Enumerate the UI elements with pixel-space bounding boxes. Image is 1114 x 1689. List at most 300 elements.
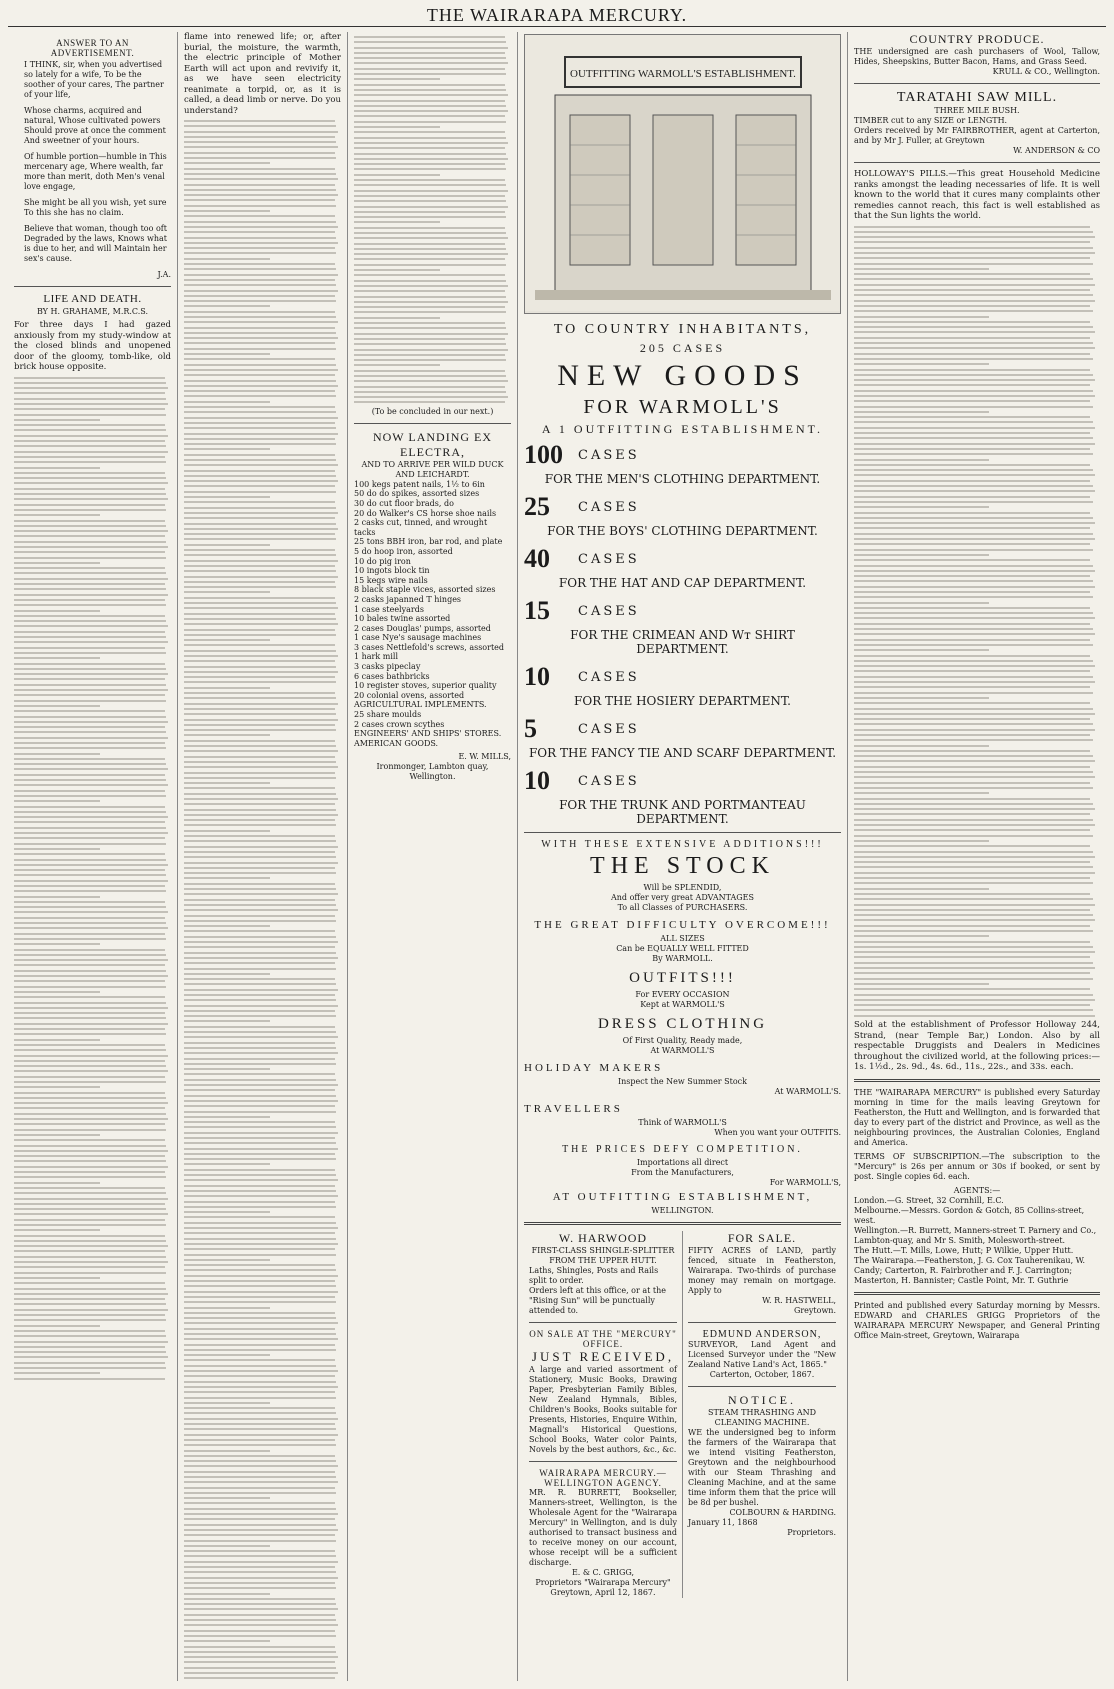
text-line-filler [184,1095,336,1097]
text-line-filler [854,956,1090,958]
hardware-ad-sub: AND TO ARRIVE PER WILD DUCK AND LEICHARDT. [361,459,504,479]
text-line-filler [854,485,1093,487]
text-line-filler [184,576,338,578]
text-line-filler [854,617,1095,619]
text-line-filler [354,174,440,176]
text-line-filler [184,766,338,768]
text-line-filler [184,279,335,281]
text-line-filler [854,374,1093,376]
text-line-filler [14,488,165,490]
text-line-filler [354,62,508,64]
text-line-filler [14,652,166,654]
text-line-filler [854,443,1095,445]
text-line-filler [14,1070,168,1072]
text-line-filler [184,1248,335,1250]
text-line-filler [14,1039,100,1041]
text-line-filler [14,514,100,516]
text-line-filler [354,285,508,287]
text-line-filler [184,1471,335,1473]
text-line-filler [854,300,1095,302]
text-line-filler [184,1137,335,1139]
text-line-filler [184,1492,336,1494]
department-cases-label: CASES [578,603,640,619]
department-cases-label: CASES [578,551,640,567]
hardware-item: 1 hark mill [354,652,399,662]
text-line-filler [184,761,336,763]
text-line-filler [184,1381,336,1383]
text-line-filler [184,485,335,487]
text-line-filler [184,512,338,514]
text-line-filler [854,866,1093,868]
text-line-filler [14,753,100,755]
produce-title: COUNTRY PRODUCE. [909,32,1045,46]
notice-heading: NOTICE. [728,1393,796,1407]
text-line-filler [184,1577,338,1579]
text-line-filler [14,668,166,670]
divider [854,1292,1100,1295]
text-line-filler [854,994,1093,996]
text-line-filler [854,665,1095,667]
text-line-filler [184,517,335,519]
text-line-filler [354,333,508,335]
hardware-item: 2 casks japanned T hinges [354,594,462,604]
text-line-filler [14,970,166,972]
prices-line: For WARMOLL'S, [769,1178,841,1187]
text-line-filler [184,734,270,736]
text-line-filler [354,105,506,107]
text-line-filler [14,1097,166,1099]
text-line-filler [354,184,506,186]
divider [524,832,841,833]
text-line-filler [854,1015,1095,1017]
text-line-filler [184,1651,336,1653]
mill-signature: W. ANDERSON & CO [1013,146,1100,155]
text-line-filler [354,168,506,170]
text-line-filler [14,387,168,389]
text-line-filler [854,972,1090,974]
text-line-filler [854,586,1095,588]
text-line-filler [14,811,166,813]
text-line-filler [854,660,1093,662]
text-line-filler [184,1089,335,1091]
text-line-filler [854,326,1093,328]
text-line-filler [854,554,989,556]
text-line-filler [14,1081,166,1083]
text-line-filler [184,1015,336,1017]
text-line-filler [14,1092,165,1094]
hardware-item: 6 cases bathbricks [354,671,430,681]
text-line-filler [14,991,100,993]
text-line-filler [354,47,508,49]
text-line-filler [14,429,166,431]
text-line-filler [854,453,1093,455]
text-line-filler [184,883,335,885]
text-line-filler [184,1227,338,1229]
text-line-filler [184,745,336,747]
text-line-filler [14,572,166,574]
text-line-filler [854,342,1093,344]
text-line-filler [14,1356,168,1358]
text-line-filler [184,1280,335,1282]
text-line-filler [14,917,165,919]
text-line-filler [184,125,336,127]
text-line-filler [854,358,1093,360]
text-line-filler [14,848,100,850]
text-line-filler [14,567,165,569]
notice-date: January 11, 1868 [688,1518,758,1527]
text-line-filler [184,523,336,525]
text-line-filler [854,692,1093,694]
headline-establishment: A 1 OUTFITTING ESTABLISHMENT. [541,422,824,436]
text-line-filler [354,396,508,398]
text-line-filler [14,482,168,484]
text-line-filler [14,604,166,606]
text-line-filler [184,570,336,572]
divider [854,1079,1100,1082]
text-line-filler [14,1203,165,1205]
department-case-count: 15 [524,596,550,625]
text-line-filler [184,168,335,170]
text-line-filler [14,922,166,924]
text-line-filler [854,745,989,747]
text-line-filler [184,713,336,715]
text-line-filler [854,967,1095,969]
text-line-filler [854,782,1090,784]
text-line-filler [354,258,505,260]
headline-warmolls: FOR WARMOLL'S [583,396,782,418]
text-line-filler [184,252,336,254]
text-line-filler [354,206,508,208]
just-received: JUST RECEIVED, [531,1349,675,1364]
text-line-filler [14,890,166,892]
text-line-filler [184,1508,336,1510]
hardware-item: AGRICULTURAL IMPLEMENTS. [354,700,487,710]
text-line-filler [184,358,335,360]
department-name: FOR THE MEN'S CLOTHING DEPARTMENT. [544,472,821,486]
text-line-filler [184,687,270,689]
text-line-filler [354,89,506,91]
storefront-sign: OUTFITTING WARMOLL'S ESTABLISHMENT. [570,68,796,80]
text-line-filler [354,78,440,80]
text-line-filler [14,827,166,829]
text-line-filler [184,305,270,307]
poem-stanza: Of humble portion—humble in This mercenary age, Where wealth, far more than merit, doth Men's venal love engage, [24,152,167,191]
text-line-filler [184,475,336,477]
text-line-filler [854,856,1095,858]
footer-establishment: AT OUTFITTING ESTABLISHMENT, [552,1191,813,1203]
text-line-filler [184,184,335,186]
text-line-filler [184,1190,336,1192]
text-line-filler [184,1073,335,1075]
text-line-filler [184,194,338,196]
text-line-filler [854,633,1095,635]
hardware-item: 1 case Nye's sausage machines [354,633,482,643]
text-line-filler [184,1142,336,1144]
text-line-filler [14,1314,165,1316]
text-line-filler [854,697,989,699]
text-line-filler [14,996,165,998]
text-line-filler [184,1444,336,1446]
text-line-filler [184,1614,335,1616]
text-line-filler [14,1113,166,1115]
text-line-filler [184,1036,338,1038]
mill-sub: THREE MILE BUSH. [934,106,1020,115]
text-line-filler [854,411,989,413]
text-line-filler [354,227,505,229]
text-line-filler [184,321,338,323]
text-line-filler [184,623,338,625]
text-line-filler [184,178,338,180]
text-line-filler [184,1312,335,1314]
text-line-filler [854,798,1090,800]
hardware-item: 20 do Walker's CS horse shoe nails [354,508,497,518]
text-line-filler [354,211,505,213]
text-line-filler [14,1303,166,1305]
text-line-filler [184,867,335,869]
text-line-filler [184,1375,335,1377]
text-line-filler [14,678,165,680]
hardware-ad-footer: Ironmonger, Lambton quay, Wellington. [376,762,489,782]
for-sale-text: FIFTY ACRES of LAND, partly fenced, situate in Featherston, Wairarapa. Two-thirds of purchase money may remain on mortgage. Apply to [688,1246,836,1295]
text-line-filler [184,300,336,302]
text-line-filler [14,1076,165,1078]
text-line-filler [184,1359,335,1361]
department-list [524,440,841,826]
text-line-filler [854,840,989,842]
text-line-filler [184,464,338,466]
text-line-filler [14,1378,165,1380]
text-line-filler [854,570,1095,572]
text-line-filler [184,835,335,837]
text-line-filler [184,1354,270,1356]
text-line-filler [184,496,270,498]
text-line-filler [184,470,335,472]
text-line-filler [854,390,1093,392]
hardware-item: 1 case steelyards [354,604,424,614]
text-line-filler [14,657,100,659]
text-line-filler [184,1534,335,1536]
text-line-filler [184,1116,270,1118]
poem-stanza: Believe that woman, though too oft Degraded by the laws, Knows what is due to her, and will Maintain her sex's cause. [24,224,168,263]
text-line-filler [354,343,506,345]
text-line-filler [184,830,270,832]
text-line-filler [854,448,1090,450]
text-line-filler [184,549,335,551]
text-line-filler [184,629,335,631]
text-line-filler [184,1524,336,1526]
poem-stanza: She might be all you wish, yet sure To this she has no claim. [24,198,167,217]
text-line-filler [14,758,165,760]
text-line-filler [184,146,338,148]
difficulty-line: By WARMOLL. [652,954,713,963]
text-line-filler [14,933,165,935]
text-line-filler [854,702,1090,704]
text-line-filler [14,1341,168,1343]
text-line-filler [184,1455,335,1457]
dress-line: At WARMOLL'S [650,1046,715,1055]
text-line-filler [184,613,335,615]
text-line-filler [14,477,166,479]
text-line-filler [184,809,336,811]
text-line-filler [14,911,168,913]
headline-new-goods: NEW GOODS [557,359,808,392]
text-line-filler [14,1123,165,1125]
text-line-filler [184,1259,270,1261]
hardware-item: 20 colonial ovens, assorted [354,690,465,700]
stock-heading: THE STOCK [590,853,775,879]
text-line-filler [184,655,338,657]
text-line-filler [14,610,100,612]
text-line-filler [354,386,505,388]
text-line-filler [354,359,506,361]
text-line-filler [14,1086,100,1088]
text-line-filler [354,280,506,282]
dress-line: Of First Quality, Ready made, [622,1036,743,1045]
text-line-filler [854,686,1090,688]
text-line-filler [854,496,1090,498]
text-line-filler [184,1111,336,1113]
text-line-filler [184,904,336,906]
text-line-filler [184,210,270,212]
text-line-filler [14,636,166,638]
harwood-title: W. HARWOOD [558,1231,648,1245]
text-line-filler [184,634,336,636]
text-line-filler [184,501,335,503]
text-line-filler [14,710,165,712]
text-line-filler [184,1269,336,1271]
text-line-filler [14,546,168,548]
text-line-filler [14,1335,166,1337]
text-line-filler [14,864,168,866]
text-line-filler [184,459,336,461]
text-line-filler [354,401,505,403]
text-line-filler [184,417,338,419]
text-line-filler [184,1476,336,1478]
text-line-filler [184,708,335,710]
text-line-filler [854,559,1090,561]
mercury-terms: TERMS OF SUBSCRIPTION.—The subscription to the "Mercury" is 26s per annum or 30s if booked, or sent by post. Single copies 6d. each. [854,1151,1100,1181]
text-line-filler [184,639,270,641]
text-line-filler [184,1365,336,1367]
for-sale-title: FOR SALE. [727,1231,797,1245]
text-line-filler [854,771,1093,773]
text-line-filler [184,1201,335,1203]
text-line-filler [854,596,1093,598]
text-line-filler [184,1550,335,1552]
text-line-filler [184,973,270,975]
text-line-filler [14,901,165,903]
text-line-filler [14,1002,166,1004]
text-line-filler [854,241,1090,243]
text-line-filler [184,1301,336,1303]
hardware-item: ENGINEERS' AND SHIPS' STORES. [354,729,502,739]
text-line-filler [184,263,335,265]
text-line-filler [184,1434,338,1436]
text-line-filler [184,560,338,562]
text-line-filler [184,1513,338,1515]
text-line-filler [354,364,440,366]
text-line-filler [184,978,335,980]
text-line-filler [184,586,336,588]
text-line-filler [184,390,335,392]
text-line-filler [14,1288,166,1290]
divider [529,1322,677,1323]
text-line-filler [854,480,1090,482]
text-line-filler [184,1402,270,1404]
mill-text: TIMBER cut to any SIZE or LENGTH. [854,116,1008,125]
notice-title: STEAM THRASHING AND CLEANING MACHINE. [707,1408,817,1427]
department-name: FOR THE HAT AND CAP DEPARTMENT. [558,576,807,590]
text-line-filler [854,580,1093,582]
text-line-filler [184,1333,336,1335]
text-line-filler [184,1587,336,1589]
text-line-filler [854,718,1090,720]
hardware-item: 3 cases Nettlefold's screws, assorted [354,642,505,652]
text-line-filler [854,729,1095,731]
text-line-filler [184,1026,335,1028]
department-cases-label: CASES [578,499,640,515]
text-line-filler [354,338,505,340]
text-line-filler [354,317,440,319]
text-line-filler [184,1423,335,1425]
text-line-filler [854,898,1093,900]
text-line-filler [184,364,336,366]
text-line-filler [14,1282,165,1284]
text-line-filler [854,766,1090,768]
difficulty-line: Can be EQUALLY WELL FITTED [616,944,749,953]
text-line-filler [184,1630,335,1632]
text-line-filler [854,602,989,604]
hardware-item: 5 do hoop iron, assorted [354,546,453,556]
text-line-filler [184,528,338,530]
text-line-filler [14,1065,166,1067]
text-line-filler [14,1266,165,1268]
text-line-filler [184,1031,336,1033]
text-line-filler [854,919,1095,921]
text-line-filler [14,1192,166,1194]
text-line-filler [184,1518,335,1520]
text-line-filler [184,242,338,244]
text-line-filler [354,41,506,43]
text-line-filler [184,1646,335,1648]
notice-text: WE the undersigned beg to inform the farmers of the Wairarapa that we intend visiting Featherston, Greytown and the neighbourhood with our Steam Thrashing and Cleaning Machine, and at the same time inform them that the price will be 8d per bushel. [688,1428,836,1507]
pills-closing: Sold at the establishment of Professor Holloway 244, Strand, (near Temple Bar,) London. Also by all respectable Druggists and Dealers in Medicines throughout the civilized world, at the following prices:—1s. 1½d., 2s. 9d., 4s. 6d., 11s., 22s., and 33s. each. [854,1020,1100,1073]
text-line-filler [184,1603,336,1605]
text-line-filler [854,522,1095,524]
text-line-filler [184,846,338,848]
notice-proprietors: Proprietors. [787,1528,836,1537]
for-sale-signature: W. R. HASTWELL, [762,1296,836,1305]
department-cases-label: CASES [578,447,640,463]
text-line-filler [854,639,1090,641]
text-line-filler [14,557,166,559]
mercury-publication: THE "WAIRARAPA MERCURY" is published every Saturday morning in time for the mails leaving Greytown for Featherston, the Hutt and Wellington, and is forwarded that day to every part of the district and Province, as well as the neighbouring provinces, the Australian Colonies, England and America. [854,1087,1100,1147]
text-line-filler [184,703,338,705]
text-line-filler [184,724,335,726]
text-line-filler [854,877,1090,879]
harwood-text: Orders left at this office, or at the "Rising Sun" will be punctually attended to. [529,1286,666,1315]
text-line-filler [354,354,505,356]
text-line-filler [184,120,335,122]
for-sale-town: Greytown. [793,1306,836,1315]
text-line-filler [184,1068,270,1070]
text-line-filler [854,236,1095,238]
hardware-item: 3 casks pipeclay [354,662,421,672]
text-line-filler [14,588,166,590]
text-line-filler [14,472,165,474]
text-line-filler [184,395,336,397]
text-line-filler [184,1529,338,1531]
